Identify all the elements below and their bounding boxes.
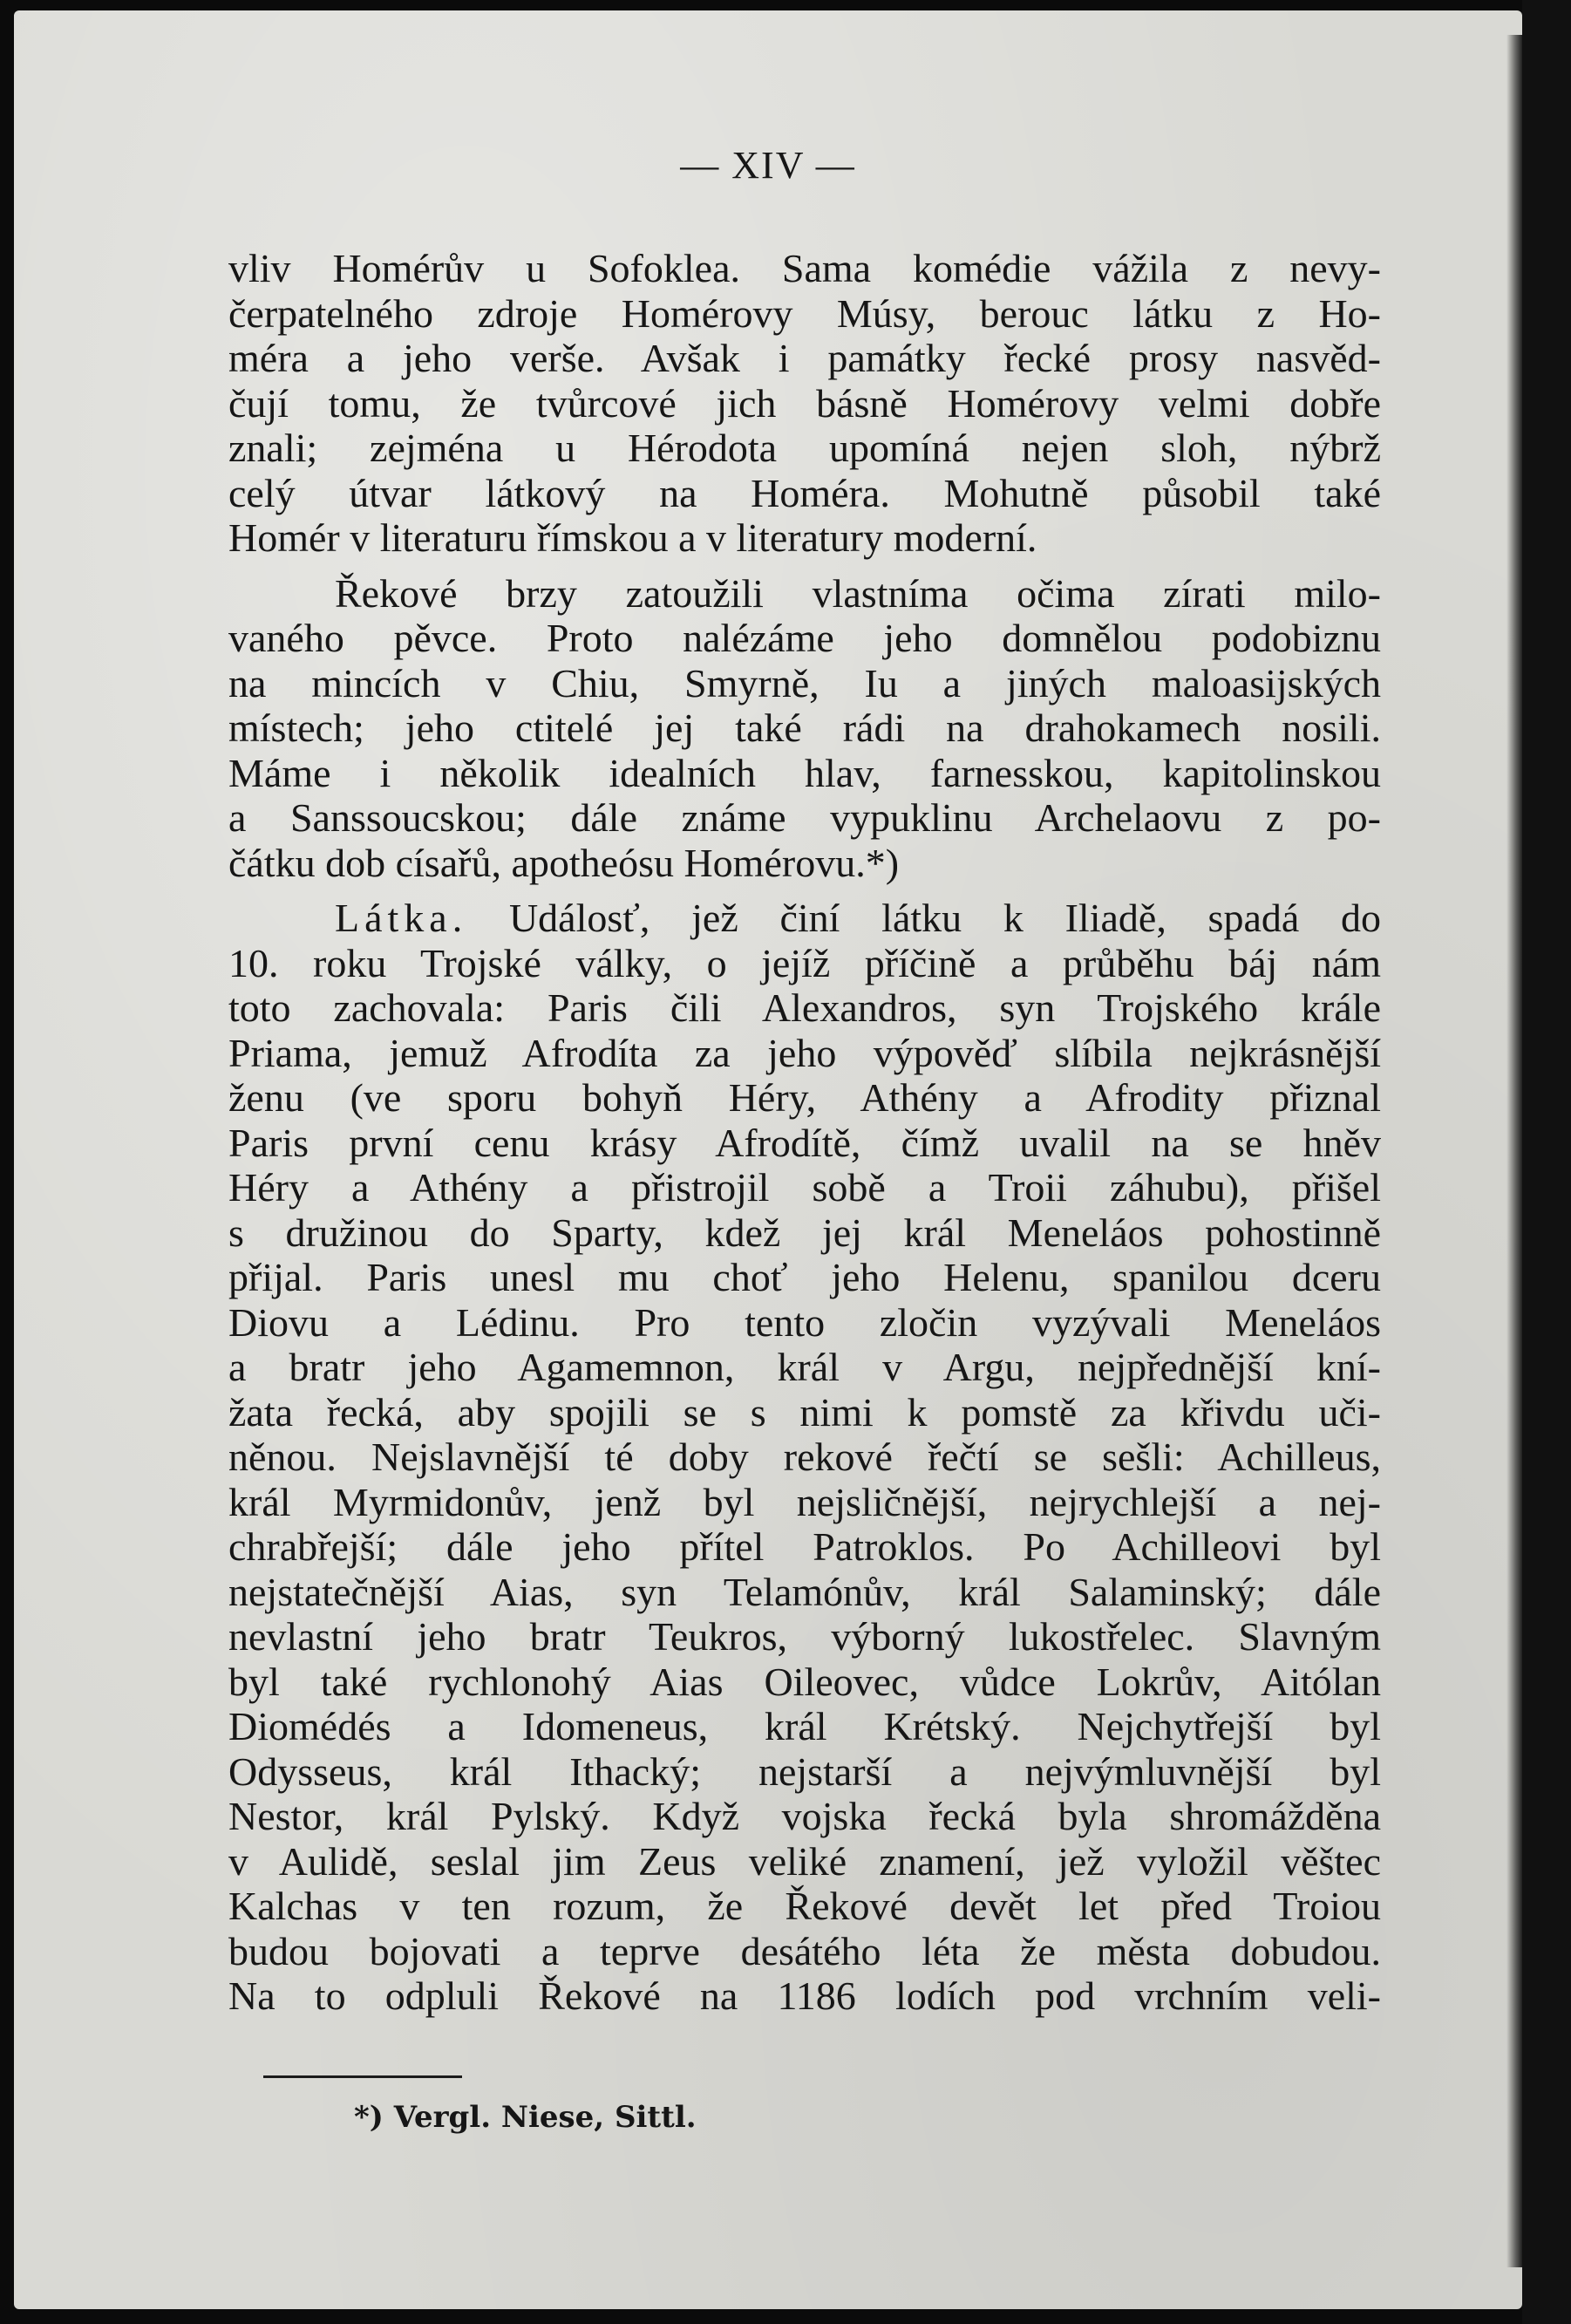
text-line: v Aulidě, seslal jim Zeus veliké znamení, jež vyložil věštec [228, 1838, 1381, 1884]
text-line: Homér v literaturu římskou a v literatury moderní. [228, 515, 1037, 560]
paragraph-gap [228, 885, 1381, 896]
text-line: budou bojovati a teprve desátého léta že města dobudou. [228, 1928, 1381, 1973]
text-line: vliv Homérův u Sofoklea. Sama komédie vážila z nevy- [228, 246, 1381, 290]
spine-shadow [1506, 35, 1522, 2267]
text-line: nejstatečnější Aias, syn Telamónův, král Salaminský; dále [228, 1569, 1381, 1614]
text-line: Diomédés a Idomeneus, král Krétský. Nejchytřejší byl [228, 1704, 1381, 1748]
text-line: znali; zejména u Hérodota upomíná nejen sloh, nýbrž [228, 426, 1381, 470]
text-line: Nestor, král Pylský. Když vojska řecká byla shromážděna [228, 1794, 1381, 1838]
text-line: místech; jeho ctitelé jej také rádi na drahokamech nosili. [228, 705, 1381, 750]
text-line: s družinou do Sparty, kdež jej král Meneláos pohostinně [228, 1210, 1381, 1255]
text-line: nevlastní jeho bratr Teukros, výborný lukostřelec. Slavným [228, 1614, 1381, 1659]
text-line: chrabřejší; dále jeho přítel Patroklos. Po Achilleovi byl [228, 1524, 1381, 1569]
paragraph-3 [228, 896, 1381, 2019]
text-line: a Sanssoucskou; dále známe vypuklinu Archelaovu z po- [228, 795, 1381, 840]
text-line: na mincích v Chiu, Smyrně, Iu a jiných maloasijských [228, 660, 1381, 705]
paragraph-2 [228, 571, 1381, 886]
text-line: toto zachovala: Paris čili Alexandros, syn Trojského krále [228, 985, 1381, 1030]
paragraph-gap [228, 561, 1381, 571]
text-line: čerpatelného zdroje Homérovy Músy, berouc látku z Ho- [228, 290, 1381, 336]
text-line: přijal. Paris unesl mu choť jeho Helenu, spanilou dceru [228, 1255, 1381, 1299]
book-page [14, 10, 1522, 2309]
text-fragment: Událosť, jež činí látku k Iliadě, spadá do [508, 896, 1382, 940]
text-line: byl také rychlonohý Aias Oileovec, vůdce Lokrův, Aitólan [228, 1659, 1381, 1704]
paragraph-1 [228, 246, 1381, 561]
text-line: a bratr jeho Agamemnon, král v Argu, nejpřednější kní- [228, 1345, 1381, 1389]
text-line: Řekové brzy zatoužili vlastníma očima zírati milo- [335, 570, 1381, 616]
footnote-divider [263, 2075, 462, 2078]
text-line: Máme i několik idealních hlav, farnesskou, kapitolinskou [228, 750, 1381, 795]
text-line: čátku dob císařů, apotheósu Homérovu.*) [228, 840, 900, 885]
text-line: celý útvar látkový na Homéra. Mohutně působil také [228, 470, 1381, 515]
text-line: něnou. Nejslavnější té doby rekové řečtí se sešli: Achilleus, [228, 1435, 1381, 1479]
text-line: Na to odpluli Řekové na 1186 lodích pod vrchním veli- [228, 1973, 1381, 2018]
text-line: Héry a Athény a přistrojil sobě a Troii záhubu), přišel [228, 1165, 1381, 1210]
text-line: král Myrmidonův, jenž byl nejsličnější, nejrychlejší a nej- [228, 1479, 1381, 1524]
text-line: žata řecká, aby spojili se s nimi k pomstě za křivdu uči- [228, 1389, 1381, 1435]
text-line: ženu (ve sporu bohyň Héry, Athény a Afrodity přiznal [228, 1075, 1381, 1120]
footnote: *) Vergl. Niese, Sittl. [354, 2100, 697, 2135]
text-line [228, 896, 1381, 941]
page-number: — XIV — [680, 144, 856, 187]
text-line: vaného pěvce. Proto nalézáme jeho domnělou podobiznu [228, 616, 1381, 660]
book-spine-edge [1522, 0, 1571, 2324]
text-line: méra a jeho verše. Avšak i památky řecké prosy nasvěd- [228, 336, 1381, 380]
body-text [228, 246, 1381, 2019]
text-line: 10. roku Trojské války, o jejíž příčině a průběhu báj nám [228, 940, 1381, 985]
text-line: Diovu a Lédinu. Pro tento zločin vyzývali Meneláos [228, 1299, 1381, 1345]
text-line: čují tomu, že tvůrcové jich básně Homérovy velmi dobře [228, 380, 1381, 426]
text-line: Paris první cenu krásy Afrodítě, čímž uvalil na se hněv [228, 1120, 1381, 1165]
text-line: Kalchas v ten rozum, že Řekové devět let před Troiou [228, 1884, 1381, 1928]
text-line: Priama, jemuž Afrodíta za jeho výpověď slíbila nejkrásnější [228, 1030, 1381, 1075]
section-heading: Látka. [335, 896, 468, 940]
text-line: Odysseus, král Ithacký; nejstarší a nejvýmluvnější byl [228, 1748, 1381, 1794]
